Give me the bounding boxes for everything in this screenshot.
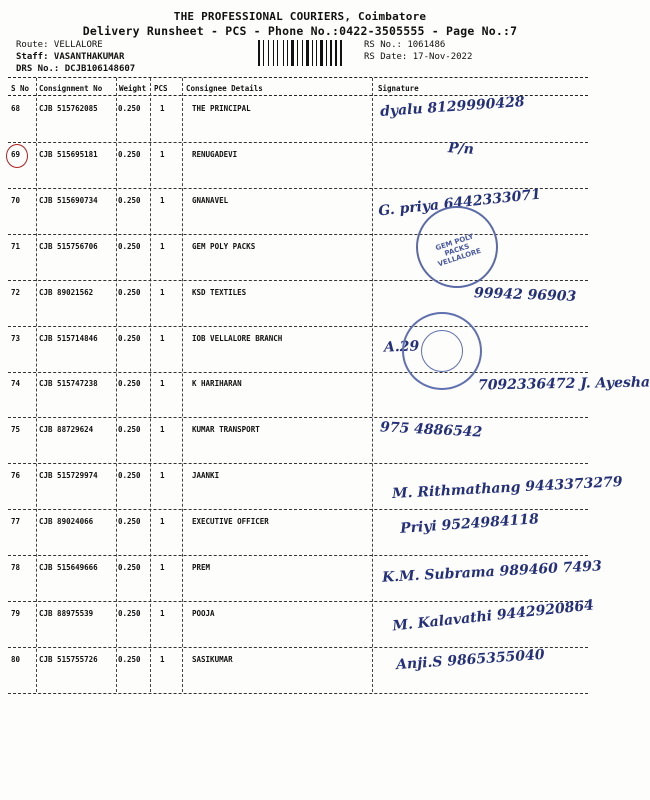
staff-label: Staff: VASANTHAKUMAR — [16, 52, 125, 62]
row-sno: 70 — [11, 195, 21, 205]
row-signature: M. Rithmathang 9443373279 — [391, 474, 623, 503]
row-weight: 0.250 — [118, 287, 141, 297]
row-weight: 0.250 — [118, 608, 141, 618]
stamp-text: GEM POLY PACKS VELLALORE — [434, 232, 483, 269]
table-row — [8, 597, 595, 648]
row-sno: 71 — [11, 241, 21, 251]
row-sno: 76 — [11, 471, 21, 481]
table-row — [8, 372, 650, 418]
row-consignee: KUMAR TRANSPORT — [192, 425, 260, 435]
row-signature: G. priya 6442333071 — [377, 186, 542, 220]
runsheet-subtitle: Delivery Runsheet - PCS - Phone No.:0422-3505555 - Page No.:7 — [82, 24, 518, 38]
col-header-sno: S No — [11, 84, 30, 93]
row-weight: 0.250 — [118, 517, 141, 527]
row-consignment-no: CJB 89021562 — [39, 287, 94, 297]
row-consignment-no: CJB 515756706 — [39, 241, 98, 251]
row-sno: 69 — [11, 149, 21, 159]
row-consignment-no: CJB 515695181 — [39, 149, 98, 159]
row-pcs: 1 — [160, 149, 165, 159]
row-sno: 80 — [11, 654, 21, 664]
row-signature: K.M. Subrama 989460 7493 — [381, 558, 603, 586]
row-signature: A.29 — [383, 337, 420, 356]
row-weight: 0.250 — [118, 149, 141, 159]
row-pcs: 1 — [160, 471, 165, 481]
row-consignee: KSD TEXTILES — [192, 287, 247, 297]
col-header-consignment: Consignment No — [39, 84, 103, 93]
row-sno: 74 — [11, 379, 21, 389]
row-signature: Priyi 9524984118 — [399, 511, 540, 537]
col-header-consignee: Consignee Details — [186, 84, 263, 93]
row-pcs: 1 — [160, 195, 165, 205]
row-pcs: 1 — [160, 654, 165, 664]
row-weight: 0.250 — [118, 241, 141, 251]
row-consignee: EXECUTIVE OFFICER — [192, 517, 269, 527]
col-header-signature: Signature — [378, 84, 419, 93]
row-consignee: JAANKI — [192, 471, 220, 481]
table-row — [8, 418, 588, 464]
row-pcs: 1 — [160, 241, 165, 251]
row-consignment-no: CJB 515690734 — [39, 195, 98, 205]
company-stamp — [416, 206, 498, 288]
table-row — [8, 93, 588, 143]
row-pcs: 1 — [160, 563, 165, 572]
row-sno: 68 — [11, 104, 21, 113]
row-pcs: 1 — [160, 287, 165, 297]
header-top-rule — [8, 77, 588, 78]
row-weight: 0.250 — [118, 104, 141, 113]
drs-label: DRS No.: DCJB106148607 — [16, 64, 136, 74]
row-weight: 0.250 — [118, 471, 141, 481]
row-consignment-no: CJB 515649666 — [39, 563, 98, 572]
col-header-pcs: PCS — [154, 84, 168, 93]
table-row — [8, 464, 623, 510]
col-header-weight: Weight — [119, 84, 147, 93]
table-row — [8, 510, 588, 556]
row-pcs: 1 — [160, 104, 165, 113]
row-weight: 0.250 — [118, 333, 141, 343]
row-consignee: GNANAVEL — [192, 195, 229, 205]
row-consignee: PREM — [192, 563, 211, 572]
barcode-image — [258, 40, 344, 66]
rs-date-label: RS Date: 17-Nov-2022 — [364, 52, 473, 62]
row-sno: 75 — [11, 425, 21, 435]
row-weight: 0.250 — [118, 563, 141, 572]
runsheet-title: THE PROFESSIONAL COURIERS, Coimbatore — [173, 10, 427, 23]
row-consignee: IOB VELLALORE BRANCH — [192, 333, 283, 343]
row-signature: 975 4886542 — [379, 419, 483, 441]
row-consignee: THE PRINCIPAL — [192, 104, 251, 113]
row-consignment-no: CJB 88729624 — [39, 425, 94, 435]
row-69-circle-mark — [6, 144, 28, 168]
row-weight: 0.250 — [118, 425, 141, 435]
row-consignee: POOJA — [192, 608, 215, 618]
row-pcs: 1 — [160, 517, 165, 527]
rs-no-label: RS No.: 1061486 — [364, 40, 446, 50]
route-label: Route: VELLALORE — [16, 40, 103, 50]
seal-inner-ring — [421, 330, 463, 372]
row-consignment-no: CJB 515755726 — [39, 654, 98, 664]
row-sno: 79 — [11, 608, 21, 618]
row-signature: P/n — [447, 140, 475, 158]
row-consignment-no: CJB 89024066 — [39, 517, 94, 527]
row-signature: 99942 96903 — [473, 284, 577, 305]
row-separator — [8, 693, 588, 694]
row-sno: 73 — [11, 333, 21, 343]
table-row — [8, 327, 588, 373]
row-signature: Anji.S 9865355040 — [395, 646, 546, 673]
table-row — [8, 235, 588, 281]
row-consignment-no: CJB 515762085 — [39, 104, 98, 113]
row-sno: 78 — [11, 563, 21, 572]
row-weight: 0.250 — [118, 379, 141, 389]
row-pcs: 1 — [160, 333, 165, 343]
row-signature: M. Kalavathi 9442920864 — [391, 597, 595, 635]
row-consignee: SASIKUMAR — [192, 654, 233, 664]
row-consignee: GEM POLY PACKS — [192, 241, 256, 251]
row-consignment-no: CJB 515729974 — [39, 471, 98, 481]
table-row — [8, 140, 588, 189]
row-weight: 0.250 — [118, 195, 141, 205]
row-consignee: K HARIHARAN — [192, 379, 242, 389]
row-signature: 7092336472 J. Ayesha — [477, 374, 650, 394]
row-consignment-no: CJB 515714846 — [39, 333, 98, 343]
row-pcs: 1 — [160, 608, 165, 618]
table-row — [8, 281, 588, 327]
row-pcs: 1 — [160, 425, 165, 435]
table-row — [8, 648, 588, 694]
bank-seal — [402, 312, 482, 390]
row-consignment-no: CJB 515747238 — [39, 379, 98, 389]
row-consignee: RENUGADEVI — [192, 149, 238, 159]
row-consignment-no: CJB 88975539 — [39, 608, 94, 618]
table-row — [8, 186, 588, 235]
row-weight: 0.250 — [118, 654, 141, 664]
table-row — [8, 556, 603, 602]
row-sno: 72 — [11, 287, 21, 297]
row-pcs: 1 — [160, 379, 165, 389]
row-signature: dyalu 8129990428 — [379, 93, 526, 121]
row-sno: 77 — [11, 517, 21, 527]
